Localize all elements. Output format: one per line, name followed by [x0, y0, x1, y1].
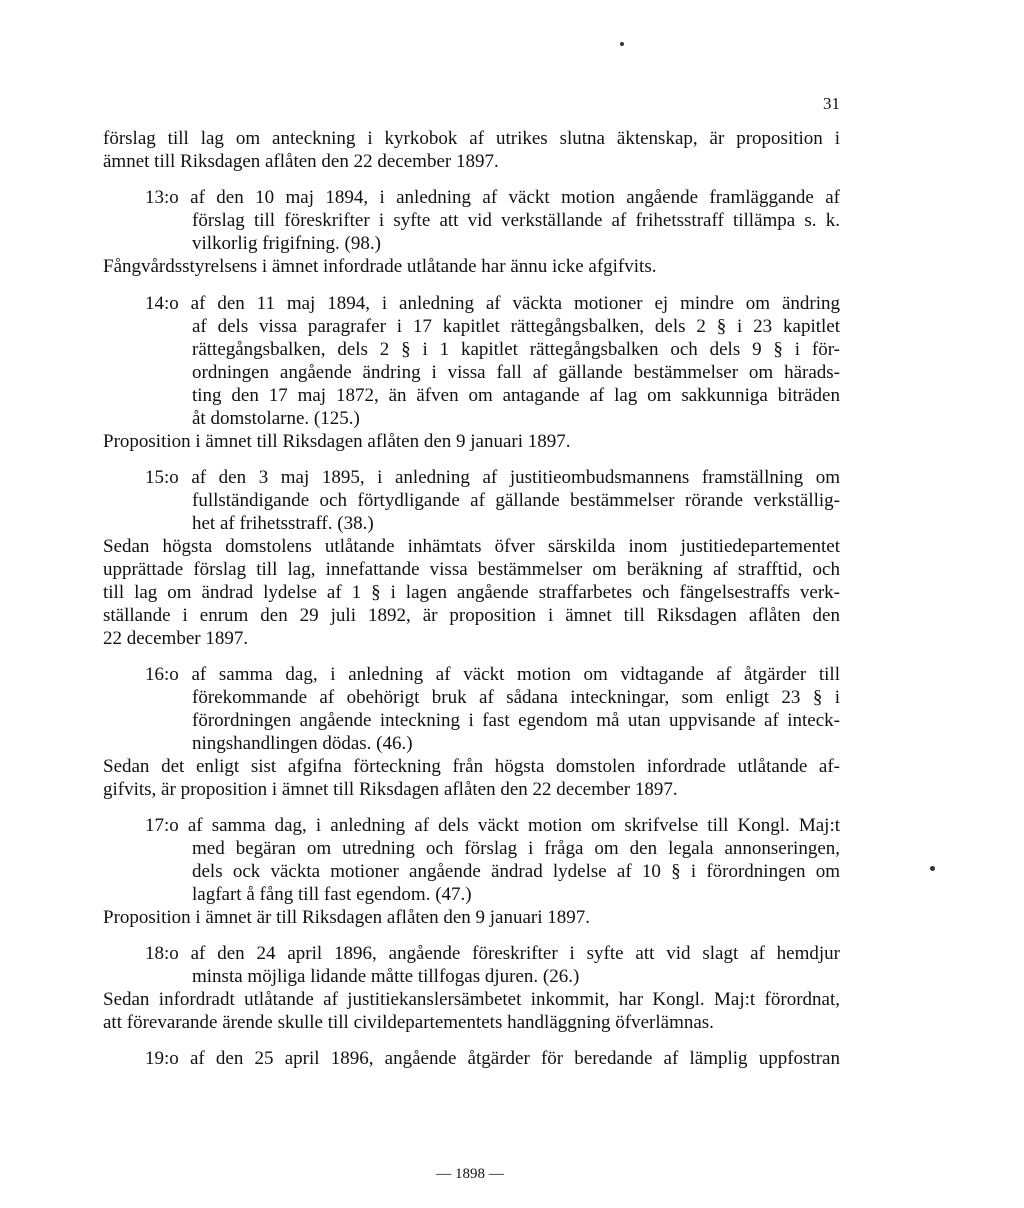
text-line: 22 december 1897. — [103, 628, 249, 649]
text-line: ningshandlingen dödas. (46.) — [192, 733, 413, 754]
text-line: het af frihetsstraff. (38.) — [192, 513, 374, 534]
text-line: 15:o af den 3 maj 1895, i anledning af justitieombudsmannens framställning om — [145, 467, 840, 488]
text-line: gifvits, är proposition i ämnet till Riksdagen aflåten den 22 december 1897. — [103, 779, 678, 800]
text-line: 13:o af den 10 maj 1894, i anledning af väckt motion angående framläggande af — [145, 187, 840, 208]
text-line: förekommande af obehörigt bruk af sådana inteckningar, som enligt 23 § i — [192, 687, 840, 708]
text-line: Sedan infordradt utlåtande af justitiekanslersämbetet inkommit, har Kongl. Maj:t förordnat, — [103, 989, 840, 1010]
text-line: förordningen angående inteckning i fast egendom må utan uppvisande af inteck- — [192, 710, 840, 731]
text-line: ämnet till Riksdagen aflåten den 22 december 1897. — [103, 151, 499, 172]
scan-speck — [620, 42, 624, 46]
text-line: dels ock väckta motioner angående ändrad lydelse af 10 § i förordningen om — [192, 861, 840, 882]
text-line: förslag till föreskrifter i syfte att vid verkställande af frihetsstraff tillämpa s. k. — [192, 210, 840, 231]
text-line: upprättade förslag till lag, innefattande vissa bestämmelser om beräkning af strafftid, och — [103, 559, 840, 580]
text-line: ställande i enrum den 29 juli 1892, är proposition i ämnet till Riksdagen aflåten den — [103, 605, 840, 626]
text-line: ting den 17 maj 1872, än äfven om antagande af lag om sakkunniga biträden — [192, 385, 840, 406]
text-line: till lag om ändrad lydelse af 1 § i lagen angående straffarbetes och fängelsestraffs verk- — [103, 582, 840, 603]
text-line: 14:o af den 11 maj 1894, i anledning af väckta motioner ej mindre om ändring — [145, 293, 840, 314]
text-line: fullständigande och förtydligande af gällande bestämmelser rörande verkställig- — [192, 490, 840, 511]
text-line: med begäran om utredning och förslag i fråga om den legala annonseringen, — [192, 838, 840, 859]
page-number: 31 — [823, 94, 840, 113]
text-line: 18:o af den 24 april 1896, angående föreskrifter i syfte att vid slagt af hemdjur — [145, 943, 840, 964]
text-line: 17:o af samma dag, i anledning af dels väckt motion om skrifvelse till Kongl. Maj:t — [145, 815, 840, 836]
text-line: Sedan högsta domstolens utlåtande inhämtats öfver särskilda inom justitiedepartementet — [103, 536, 840, 557]
text-line: 16:o af samma dag, i anledning af väckt motion om vidtagande af åtgärder till — [145, 664, 840, 685]
text-line: att förevarande ärende skulle till civildepartementets handläggning öfverlämnas. — [103, 1012, 714, 1033]
text-line: åt domstolarne. (125.) — [192, 408, 360, 429]
text-line: förslag till lag om anteckning i kyrkobok af utrikes slutna äktenskap, är proposition i — [103, 128, 840, 149]
text-line: ordningen angående ändring i vissa fall af gällande bestämmelser om härads- — [192, 362, 840, 383]
text-line: lagfart å fång till fast egendom. (47.) — [192, 884, 472, 905]
text-line: Proposition i ämnet är till Riksdagen aflåten den 9 januari 1897. — [103, 907, 591, 928]
text-line: Sedan det enligt sist afgifna förteckning från högsta domstolen infordrade utlåtande af- — [103, 756, 840, 777]
text-line: af dels vissa paragrafer i 17 kapitlet rättegångsbalken, dels 2 § i 23 kapitlet — [192, 316, 840, 337]
page-footer: — 1898 — — [436, 1166, 504, 1182]
text-line: 19:o af den 25 april 1896, angående åtgärder för beredande af lämplig uppfostran — [145, 1048, 840, 1069]
text-line: vilkorlig frigifning. (98.) — [192, 233, 381, 254]
text-line: Proposition i ämnet till Riksdagen aflåten den 9 januari 1897. — [103, 431, 571, 452]
text-line: rättegångsbalken, dels 2 § i 1 kapitlet rättegångsbalken och dels 9 § i för- — [192, 339, 840, 360]
text-line: minsta möjliga lidande måtte tillfogas djuren. (26.) — [192, 966, 580, 987]
scan-speck — [930, 866, 935, 871]
text-line: Fångvårdsstyrelsens i ämnet infordrade utlåtande har ännu icke afgifvits. — [103, 256, 657, 277]
